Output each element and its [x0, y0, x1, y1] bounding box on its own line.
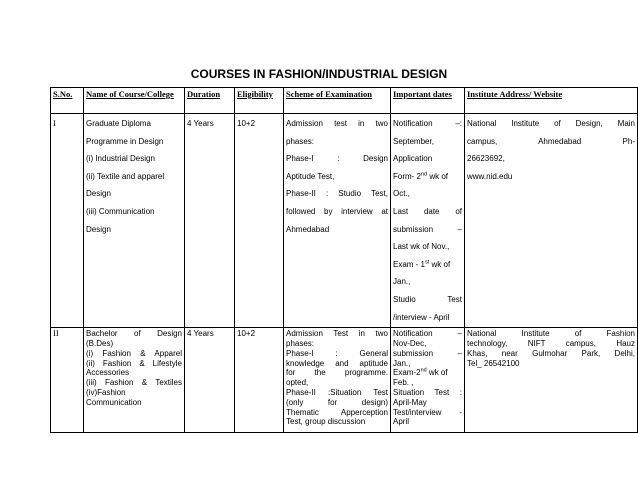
cell-course — [84, 114, 185, 328]
course-line: Programme in Design — [86, 136, 164, 146]
course-line: (i) Industrial Design — [86, 154, 155, 164]
dates-line: Notification –: — [393, 119, 462, 128]
course-line: Bachelor of Design — [86, 329, 182, 339]
address-line: Tel_ 26542100 — [467, 358, 520, 368]
course-line: (iii) Fashion & Textiles — [86, 378, 182, 388]
scheme-line: knowledge and aptitude — [286, 358, 388, 368]
dates-line: Last wk of Nov., — [393, 242, 450, 252]
dates-line: Test/interview - — [393, 407, 462, 417]
scheme-line: Phase-II : Studio Test, — [286, 189, 388, 199]
address-line: 26623692, — [467, 154, 505, 164]
scheme-line: (only for design) — [286, 397, 388, 407]
course-line: (i) Fashion & Apparel — [86, 348, 182, 358]
scheme-line: phases: — [286, 338, 315, 348]
dates-line: Exam-2nd wk of — [393, 367, 448, 378]
address-line: National Institute of Fashion — [467, 329, 635, 339]
cell-dates — [391, 114, 465, 328]
table-row — [51, 328, 638, 433]
dates-line: Feb. , — [393, 378, 414, 388]
website-link[interactable]: www.nid.edu — [467, 171, 513, 181]
column-header-scheme: Scheme of Examination — [284, 88, 391, 114]
scheme-line: Admission Test in two — [286, 329, 388, 339]
dates-line: April — [393, 417, 410, 427]
scheme-line: Phase-II :Situation Test — [286, 387, 388, 397]
course-line: Design — [86, 189, 111, 199]
scheme-line: followed by interview at — [286, 206, 388, 216]
dates-line: April-May — [393, 397, 427, 407]
scheme-line: Test, group discussion — [286, 417, 366, 427]
scheme-line: Aptitude Test, — [286, 171, 335, 181]
scheme-line: Ahmedabad — [286, 224, 330, 234]
dates-line: Last date of — [393, 206, 462, 216]
column-header-sno: S.No. — [51, 88, 84, 114]
course-line: Graduate Diploma — [86, 119, 151, 128]
cell-sno: II — [51, 328, 84, 433]
cell-dates — [391, 328, 465, 433]
address-line: Khas, near Gulmohar Park, Delhi, — [467, 348, 635, 358]
table-header-row — [51, 88, 638, 114]
scheme-line: opted, — [286, 378, 309, 388]
dates-line: Studio Test — [393, 294, 462, 304]
course-line: Communication — [86, 397, 142, 407]
dates-line: Nov-Dec, — [393, 338, 427, 348]
course-line: (iii) Communication — [86, 206, 155, 216]
dates-line: Notification – — [393, 329, 462, 339]
table-row — [51, 114, 638, 328]
course-line: (B.Des) — [86, 338, 114, 348]
address-line: technology, NIFT campus, Hauz — [467, 338, 635, 348]
dates-line: submission – — [393, 224, 462, 234]
scheme-line: Phase-I : General — [286, 348, 388, 358]
cell-address — [465, 114, 638, 328]
course-line: (iv)Fashion — [86, 387, 126, 397]
dates-line: Jan., — [393, 358, 411, 368]
course-line: (ii) Textile and apparel — [86, 171, 165, 181]
course-line: (ii) Fashion & Lifestyle — [86, 358, 182, 368]
cell-eligibility: 10+2 — [235, 328, 284, 433]
courses-table — [50, 87, 638, 433]
dates-line: /interview - April — [393, 312, 450, 322]
column-header-dates: Important dates — [391, 88, 465, 114]
course-line: Design — [86, 224, 111, 234]
scheme-line: for the programme. — [286, 368, 388, 378]
dates-line: September, — [393, 136, 434, 146]
column-header-duration: Duration — [185, 88, 235, 114]
cell-course — [84, 328, 185, 433]
dates-line: Oct., — [393, 189, 410, 199]
column-header-eligibility: Eligibility — [235, 88, 284, 114]
dates-line: Application — [393, 154, 433, 164]
column-header-course: Name of Course/College — [84, 88, 185, 114]
cell-scheme — [284, 328, 391, 433]
address-line: campus, Ahmedabad Ph- — [467, 136, 635, 146]
cell-scheme — [284, 114, 391, 328]
dates-line: Situation Test : — [393, 387, 462, 397]
cell-address — [465, 328, 638, 433]
scheme-line: Thematic Apperception — [286, 407, 388, 417]
dates-line: submission – — [393, 348, 462, 358]
scheme-line: Admission test in two — [286, 119, 388, 128]
column-header-address: Institute Address/ Website — [465, 88, 638, 114]
dates-line: Jan., — [393, 277, 411, 287]
cell-eligibility: 10+2 — [235, 114, 284, 328]
page-title: COURSES IN FASHION/INDUSTRIAL DESIGN — [190, 67, 448, 81]
course-line: Accessories — [86, 368, 130, 378]
cell-duration: 4 Years — [185, 328, 235, 433]
scheme-line: phases: — [286, 136, 315, 146]
address-line: National Institute of Design, Main — [467, 119, 635, 128]
dates-line: Exam - 1st wk of — [393, 259, 451, 269]
cell-sno: I — [51, 114, 84, 328]
scheme-line: Phase-I : Design — [286, 154, 388, 164]
dates-line: Form- 2nd wk of — [393, 171, 449, 181]
cell-duration: 4 Years — [185, 114, 235, 328]
